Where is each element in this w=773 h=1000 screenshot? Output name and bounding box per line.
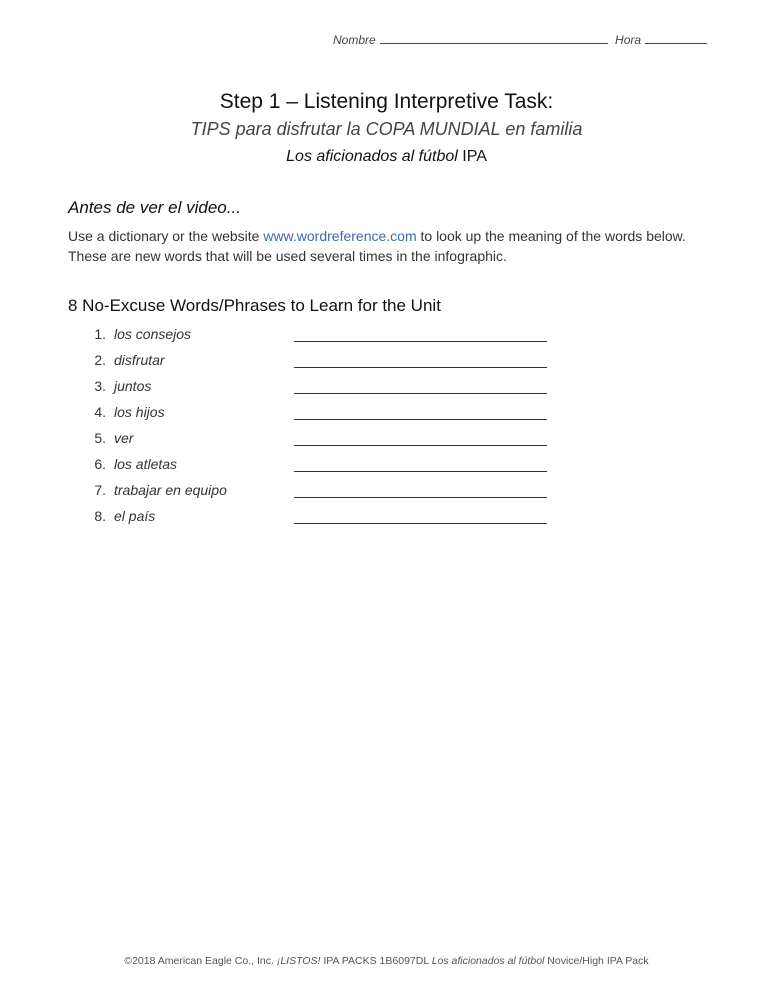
list-item — [68, 348, 708, 374]
list-item — [68, 452, 708, 478]
item-number: 2. — [94, 352, 106, 368]
item-number: 7. — [94, 482, 106, 498]
list-item — [68, 374, 708, 400]
page-subtitle: TIPS para disfrutar la COPA MUNDIAL en familia — [190, 119, 583, 139]
vocab-word: los consejos — [114, 326, 192, 342]
name-label: Nombre — [333, 33, 376, 47]
name-blank[interactable] — [380, 31, 608, 44]
vocab-word: juntos — [114, 378, 152, 394]
vocab-word: disfrutar — [114, 352, 165, 368]
answer-blank[interactable] — [294, 523, 547, 524]
list-item — [68, 426, 708, 452]
footer-pack: IPA PACKS 1B6097DL — [320, 955, 432, 967]
footer-title: Los aficionados al fútbol — [431, 955, 545, 967]
footer-copyright: ©2018 American Eagle Co., Inc. — [124, 955, 277, 967]
answer-blank[interactable] — [294, 445, 547, 446]
vocab-list — [68, 322, 708, 530]
footer-level: Novice/High IPA Pack — [544, 955, 649, 967]
footer-brand: ¡LISTOS! — [276, 955, 321, 967]
antes-heading: Antes de ver el video... — [68, 198, 241, 217]
item-number: 5. — [94, 430, 106, 446]
answer-blank[interactable] — [294, 471, 547, 472]
item-number: 6. — [94, 456, 106, 472]
answer-blank[interactable] — [294, 419, 547, 420]
vocab-word: trabajar en equipo — [114, 482, 227, 498]
hora-blank[interactable] — [645, 31, 707, 44]
list-item — [68, 322, 708, 348]
answer-blank[interactable] — [294, 393, 547, 394]
wordreference-link[interactable]: www.wordreference.com — [263, 228, 417, 244]
antes-text-after: to look up the meaning of the words below. These are new words that will be used several times in the infographic. — [68, 228, 686, 264]
vocab-heading: 8 No-Excuse Words/Phrases to Learn for the Unit — [68, 296, 441, 315]
vocab-word: el país — [114, 508, 156, 524]
student-info-header — [333, 31, 705, 47]
list-item — [68, 478, 708, 504]
item-number: 3. — [94, 378, 106, 394]
page-footer — [0, 955, 773, 967]
vocab-word: los atletas — [114, 456, 178, 472]
item-number: 8. — [94, 508, 106, 524]
list-item — [68, 400, 708, 426]
item-number: 1. — [94, 326, 106, 342]
vocab-word: los hijos — [114, 404, 165, 420]
item-number: 4. — [94, 404, 106, 420]
page-subtitle-ipa — [0, 144, 773, 170]
antes-text-before: Use a dictionary or the website — [68, 228, 264, 244]
antes-instructions — [68, 226, 708, 266]
hora-label: Hora — [615, 33, 642, 47]
ipa-label: IPA — [457, 148, 487, 165]
page-title: Step 1 – Listening Interpretive Task: — [219, 90, 554, 113]
antes-section — [68, 196, 708, 266]
answer-blank[interactable] — [294, 367, 547, 368]
vocab-section — [68, 294, 708, 530]
vocab-word: ver — [114, 430, 134, 446]
ipa-name: Los aficionados al fútbol — [286, 148, 458, 165]
answer-blank[interactable] — [294, 497, 547, 498]
answer-blank[interactable] — [294, 341, 547, 342]
list-item — [68, 504, 708, 530]
title-block — [0, 88, 773, 170]
